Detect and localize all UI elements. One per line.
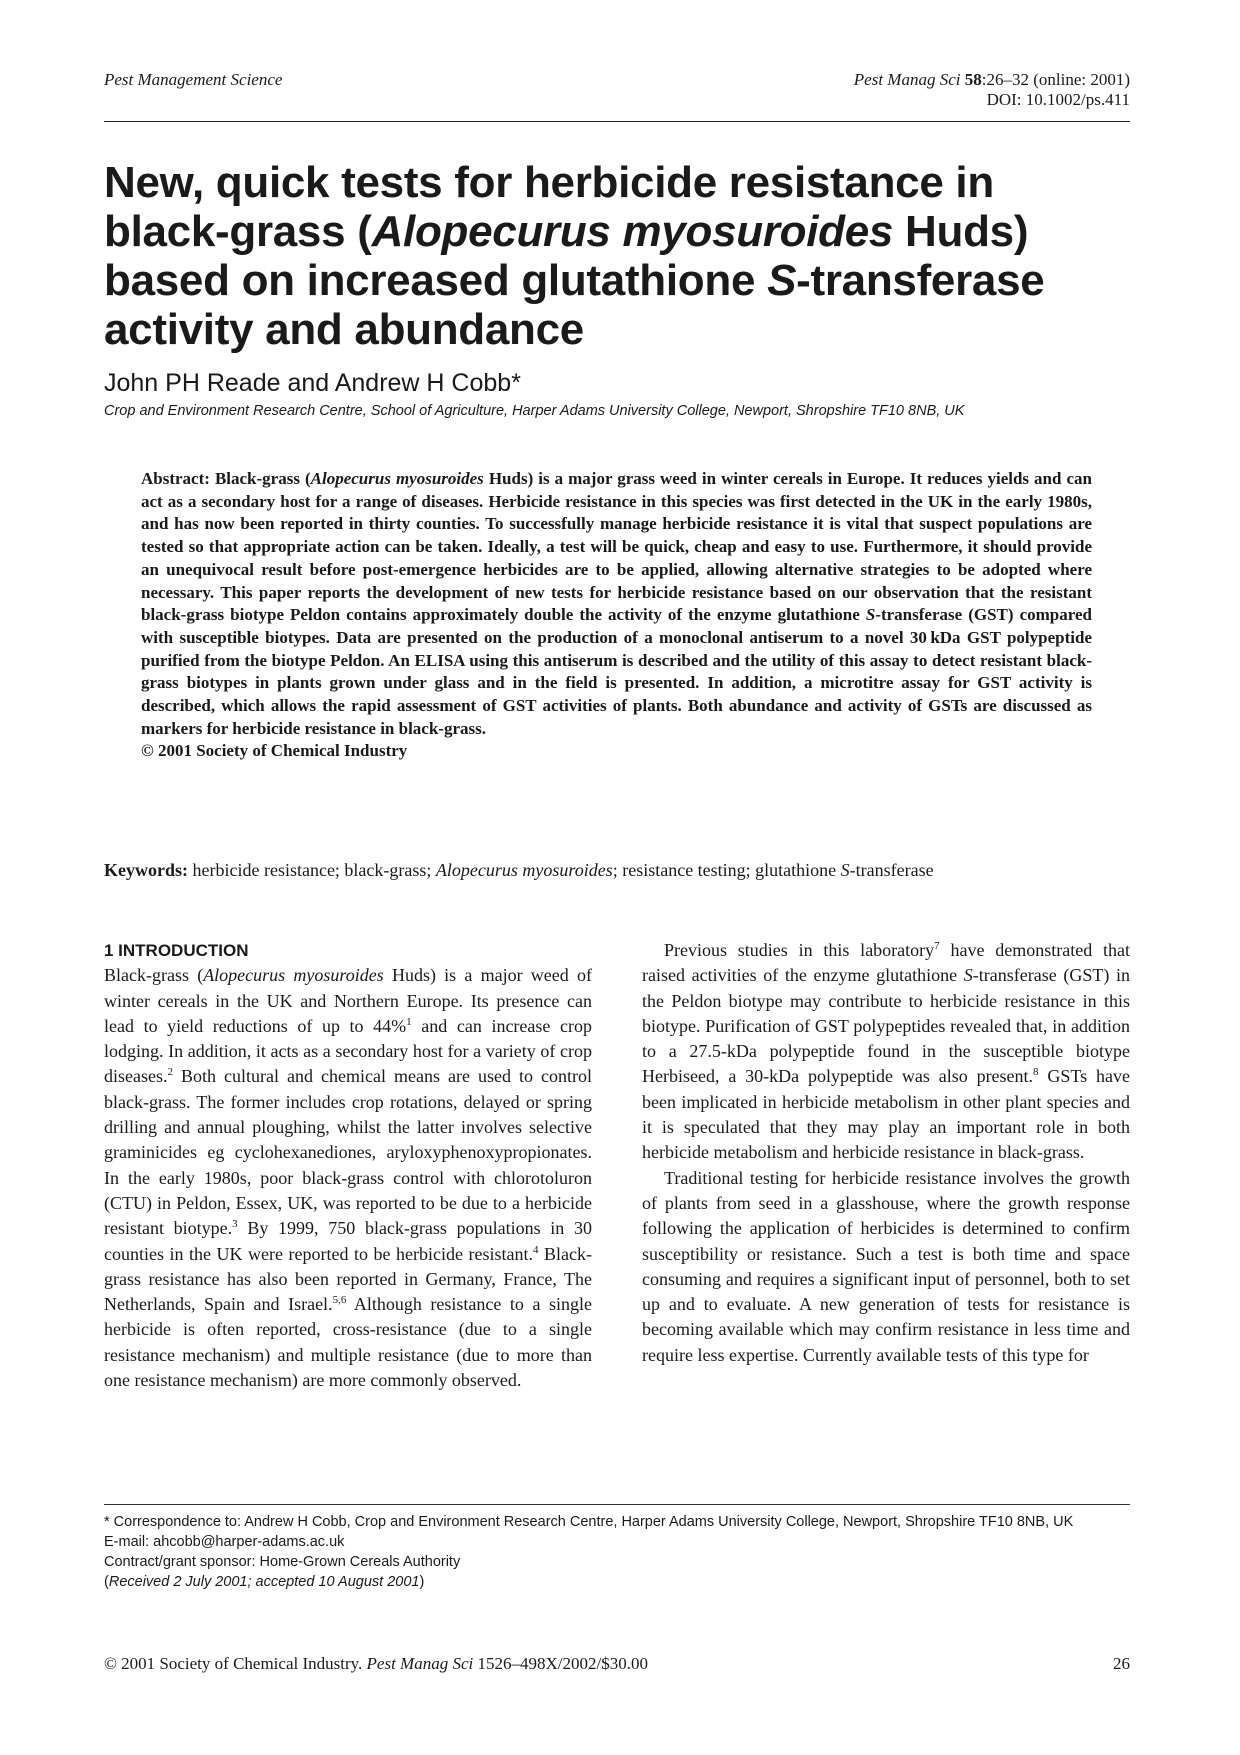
correspondence-note: * Correspondence to: Andrew H Cobb, Crop and Environment Research Centre, Harper Adams University College, Newport, Shropshire TF10 8NB, UK: [104, 1514, 1074, 1530]
right-column: [642, 938, 1130, 1368]
abstract-text: Black-grass (: [209, 469, 311, 488]
para-text: Both cultural and chemical means are used to control black-grass. The former includes crop rotations, delayed or spring drilling and annual ploughing, whilst the latter involves selective graminicides eg cyclohexanediones, aryloxyphenoxypropionates. In the early 1980s, poor black-grass control with chlorotoluron (CTU) in Peldon, Essex, UK, was reported to be due to a herbicide resistant biotype.: [104, 1066, 592, 1239]
email-note[interactable]: E-mail: ahcobb@harper-adams.ac.uk: [104, 1534, 345, 1550]
ref-marker[interactable]: 8: [1033, 1066, 1039, 1079]
abstract-label: Abstract:: [141, 469, 210, 488]
ref-marker[interactable]: 1: [406, 1015, 412, 1028]
citation-block: [854, 70, 1130, 110]
para-text: and can increase crop lodging. In addition, it acts as a secondary host for a variety of crop diseases.: [104, 1015, 592, 1087]
para-italic-s: S: [963, 965, 973, 986]
keywords-label: Keywords:: [104, 860, 188, 880]
title-line: New, quick tests for herbicide resistance in: [104, 158, 994, 207]
abstract-species: Alopecurus myosuroides: [310, 469, 484, 488]
title-italic-s: S: [767, 256, 797, 305]
keywords: [104, 860, 934, 881]
received-dates: Received 2 July 2001; accepted 10 August 2001: [108, 1574, 420, 1590]
footnote-rule: [104, 1504, 1130, 1505]
ref-marker[interactable]: 2: [167, 1066, 173, 1079]
title-line: [104, 207, 1144, 256]
para-text: Black-grass (: [104, 965, 204, 986]
abstract-copyright: © 2001 Society of Chemical Industry: [141, 741, 408, 761]
keywords-text: -transferase: [849, 860, 934, 880]
title-line: activity and abundance: [104, 305, 584, 354]
abstract-text: Huds) is a major grass weed in winter cereals in Europe. It reduces yields and can act as a secondary host for a range of diseases. Herbicide resistance in this species was first detected in the UK in the early 1980s, and has now been reported in thirty counties. To successfully manage herbicide resistance it is vital that suspect populations are tested so that appropriate action can be taken. Ideally, a test will be quick, cheap and easy to use. Furthermore, it should provide an unequivocal result before post-emergence herbicides are to be applied, allowing alternative strategies to be adopted where necessary. This paper reports the development of new tests for herbicide resistance based on our observation that the resistant black-grass biotype Peldon contains approximately double the activity of the enzyme glutathione: [141, 469, 1092, 625]
paragraph: [104, 963, 592, 1393]
title-species: Alopecurus myosuroides: [371, 207, 894, 256]
footnotes: [104, 1512, 1130, 1592]
para-text: Huds) is a major weed of winter cereals in the UK and Northern Europe. Its presence can lead to yield reductions of up to 44%: [104, 965, 592, 1036]
citation-pages: :26–32 (online: 2001): [981, 70, 1130, 89]
keywords-species: Alopecurus myosuroides: [435, 860, 613, 880]
citation-journal: Pest Manag Sci: [853, 70, 961, 89]
ref-marker[interactable]: 3: [232, 1218, 238, 1231]
paren: (: [104, 1574, 109, 1590]
para-text: GSTs have been implicated in herbicide metabolism in other plant species and it is speculated that they may play an important role in both herbicide metabolism and herbicide resistance in black-grass.: [642, 1066, 1130, 1163]
paragraph: Traditional testing for herbicide resistance involves the growth of plants from seed in a glasshouse, where the growth response following the application of herbicides is determined to confirm susceptibility or resistance. Such a test is both time and space consuming and requires a significant input of personnel, both to set up and to evaluate. A new generation of tests for resistance is becoming available which may confirm resistance in less time and require less expertise. Currently available tests of this type for: [642, 1167, 1130, 1365]
footer-journal: Pest Manag Sci: [366, 1654, 474, 1673]
para-text: -transferase (GST) in the Peldon biotype may contribute to herbicide resistance in this biotype. Purification of GST polypeptides revealed that, in addition to a 27.5-kDa polypeptide found in the susceptible biotype Herbiseed, a 30-kDa polypeptide was also present.: [642, 965, 1130, 1087]
title-text: black-grass (: [104, 207, 372, 256]
journal-name: Pest Management Science: [104, 70, 283, 89]
article-title: [104, 158, 1144, 354]
keywords-text: ; resistance testing; glutathione: [612, 860, 841, 880]
ref-marker[interactable]: 4: [533, 1243, 539, 1256]
ref-marker[interactable]: 5,6: [332, 1294, 347, 1307]
para-text: Although resistance to a single herbicide is often reported, cross-resistance (due to a single resistance mechanism) and multiple resistance (due to more than one resistance mechanism) are more commonly observed.: [104, 1294, 592, 1391]
citation-volume: 58: [964, 70, 982, 89]
left-column: [104, 938, 592, 1393]
keywords-italic-s: S: [840, 860, 850, 880]
paren: ): [419, 1574, 425, 1590]
doi[interactable]: DOI: 10.1002/ps.411: [986, 90, 1130, 109]
para-species: Alopecurus myosuroides: [203, 965, 384, 986]
paragraph: [642, 938, 1130, 1166]
ref-marker[interactable]: 7: [934, 940, 940, 952]
header-rule: [104, 121, 1130, 122]
keywords-text: herbicide resistance; black-grass;: [188, 860, 436, 880]
para-text: By 1999, 750 black-grass populations in 30 counties in the UK were reported to be herbicide resistant.: [104, 1218, 592, 1264]
title-text: Huds): [893, 207, 1029, 256]
section-heading-introduction: 1 INTRODUCTION: [104, 941, 249, 960]
para-text: have demonstrated that raised activities of the enzyme glutathione: [642, 940, 1130, 986]
citation-line: [854, 70, 1130, 90]
abstract-text: -transferase (GST) compared with susceptible biotypes. Data are presented on the production of a monoclonal antiserum to a novel 30 kDa GST polypeptide purified from the biotype Peldon. An ELISA using this antiserum is described and the utility of this assay to detect resistant black-grass biotypes in plants grown under glass and in the field is presented. In addition, a microtitre assay for GST activity is described, which allows the rapid assessment of GST activities of plants. Both abundance and activity of GSTs are discussed as markers for herbicide resistance in black-grass.: [141, 605, 1092, 738]
title-line: [104, 256, 1144, 305]
authors: John PH Reade and Andrew H Cobb*: [104, 369, 521, 397]
received-note: [104, 1572, 1130, 1592]
footer-citation: [104, 1654, 648, 1674]
para-text: Previous studies in this laboratory: [664, 940, 935, 960]
footer-copyright: © 2001 Society of Chemical Industry.: [104, 1654, 367, 1673]
abstract-italic-s: S: [865, 605, 876, 625]
title-text: based on increased glutathione: [104, 256, 768, 305]
page-number: 26: [1113, 1654, 1130, 1673]
footer-issn: 1526–498X/2002/$30.00: [473, 1654, 648, 1673]
sponsor-note: Contract/grant sponsor: Home-Grown Cereals Authority: [104, 1554, 461, 1570]
para-text: Black-grass resistance has also been reported in Germany, France, The Netherlands, Spain and Israel.: [104, 1243, 592, 1315]
title-text: -transferase: [796, 256, 1045, 305]
abstract: [141, 468, 1092, 763]
affiliation: Crop and Environment Research Centre, School of Agriculture, Harper Adams University College, Newport, Shropshire TF10 8NB, UK: [104, 403, 965, 419]
